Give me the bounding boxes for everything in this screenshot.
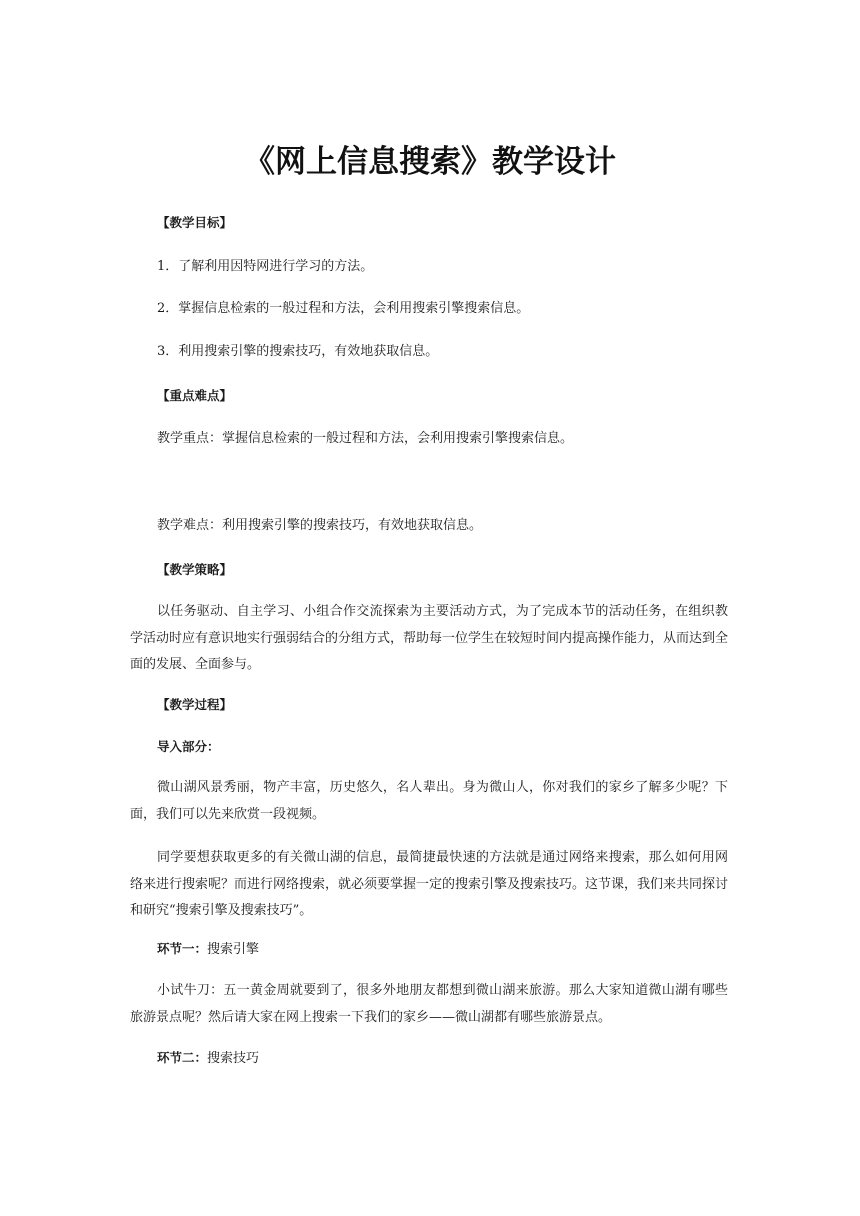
section1-paragraph: 小试牛刀：五一黄金周就要到了，很多外地朋友都想到微山湖来旅游。那么大家知道微山湖有哪些旅游景点呢？然后请大家在网上搜索一下我们的家乡——微山湖都有哪些旅游景点。 <box>130 983 728 1025</box>
intro-label: 导入部分： <box>157 739 220 754</box>
section1-label: 环节一： <box>157 941 208 956</box>
document-title: 《网上信息搜索》教学设计 <box>244 144 616 180</box>
section2-label: 环节二： <box>157 1050 208 1065</box>
strategy-heading: 【教学策略】 <box>157 562 233 577</box>
key-point-difficulty: 教学难点：利用搜索引擎的搜索技巧，有效地获取信息。 <box>157 518 483 533</box>
key-points-heading: 【重点难点】 <box>157 388 233 403</box>
section2-title: 搜索技巧 <box>207 1051 260 1066</box>
objective-item-2: 2．掌握信息检索的一般过程和方法，会利用搜索引擎搜索信息。 <box>157 301 530 316</box>
key-point-focus: 教学重点：掌握信息检索的一般过程和方法，会利用搜索引擎搜索信息。 <box>157 431 574 446</box>
section1-heading <box>157 940 259 959</box>
intro-paragraph-1: 微山湖风景秀丽，物产丰富，历史悠久，名人辈出。身为微山人，你对我们的家乡了解多少呢？下面，我们可以先来欣赏一段视频。 <box>130 780 728 822</box>
process-heading: 【教学过程】 <box>157 697 233 712</box>
strategy-paragraph: 以任务驱动、自主学习、小组合作交流探索为主要活动方式，为了完成本节的活动任务，在组织教学活动时应有意识地实行强弱结合的分组方式，帮助每一位学生在较短时间内提高操作能力，从而达到全面的发展、全面参与。 <box>130 604 729 672</box>
intro-paragraph-2: 同学要想获取更多的有关微山湖的信息，最简捷最快速的方法就是通过网络来搜索，那么如何用网络来进行搜索呢？而进行网络搜索，就必须要掌握一定的搜索引擎及搜索技巧。这节课，我们来共同探讨和研究“搜索引擎及搜索技巧”。 <box>130 850 729 918</box>
objective-item-1: 1．了解利用因特网进行学习的方法。 <box>157 259 374 274</box>
section2-heading <box>157 1049 259 1068</box>
objectives-heading: 【教学目标】 <box>157 215 233 230</box>
objective-item-3: 3．利用搜索引擎的搜索技巧，有效地获取信息。 <box>157 344 439 359</box>
section1-title: 搜索引擎 <box>207 942 260 957</box>
